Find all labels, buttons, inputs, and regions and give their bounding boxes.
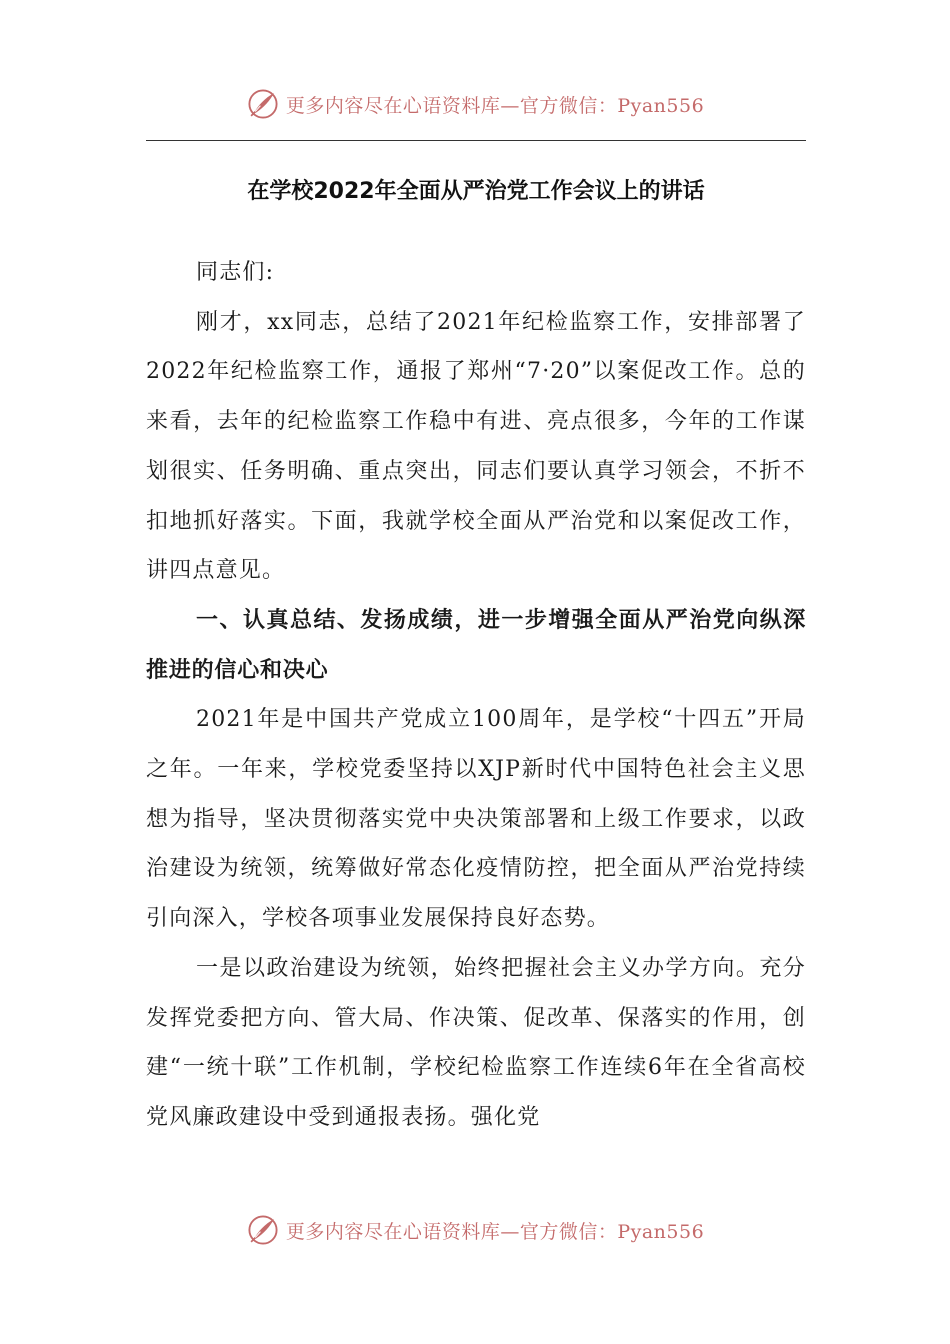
- body-paragraph: 2021年是中国共产党成立100周年，是学校“十四五”开局之年。一年来，学校党委坚持以XJP新时代中国特色社会主义思想为指导，坚决贯彻落实党中央决策部署和上级工作要求，以政治建设为统领，统筹做好常态化疫情防控，把全面从严治党持续引向深入，学校各项事业发展保持良好态势。: [146, 707, 806, 932]
- banner-text: 更多内容尽在心语资料库—官方微信：Pyan556: [285, 94, 705, 117]
- document-body: [146, 248, 806, 1143]
- section-heading: 一、认真总结、发扬成绩，进一步增强全面从严治党向纵深推进的信心和决心: [146, 607, 806, 683]
- header-divider: [146, 140, 806, 141]
- body-paragraph: 刚才，xx同志，总结了2021年纪检监察工作，安排部署了2022年纪检监察工作，通报了郑州“7·20”以案促改工作。总的来看，去年的纪检监察工作稳中有进、亮点很多，今年的工作谋划很实、任务明确、重点突出，同志们要认真学习领会，不折不扣地抓好落实。下面，我就学校全面从严治党和以案促改工作，讲四点意见。: [146, 309, 806, 584]
- footer-banner: [0, 1210, 950, 1250]
- quill-pen-in-circle-icon: [246, 87, 280, 121]
- quill-pen-in-circle-icon: [246, 1213, 280, 1247]
- body-paragraph: 一是以政治建设为统领，始终把握社会主义办学方向。充分发挥党委把方向、管大局、作决策、促改革、保落实的作用，创建“一统十联”工作机制，学校纪检监察工作连续6年在全省高校党风廉政建设中受到通报表扬。强化党: [146, 955, 806, 1130]
- document-title: 在学校2022年全面从严治党工作会议上的讲话: [247, 179, 705, 204]
- salutation: 同志们:: [196, 260, 275, 285]
- banner-text: 更多内容尽在心语资料库—官方微信：Pyan556: [285, 1220, 705, 1243]
- header-banner: [0, 84, 950, 124]
